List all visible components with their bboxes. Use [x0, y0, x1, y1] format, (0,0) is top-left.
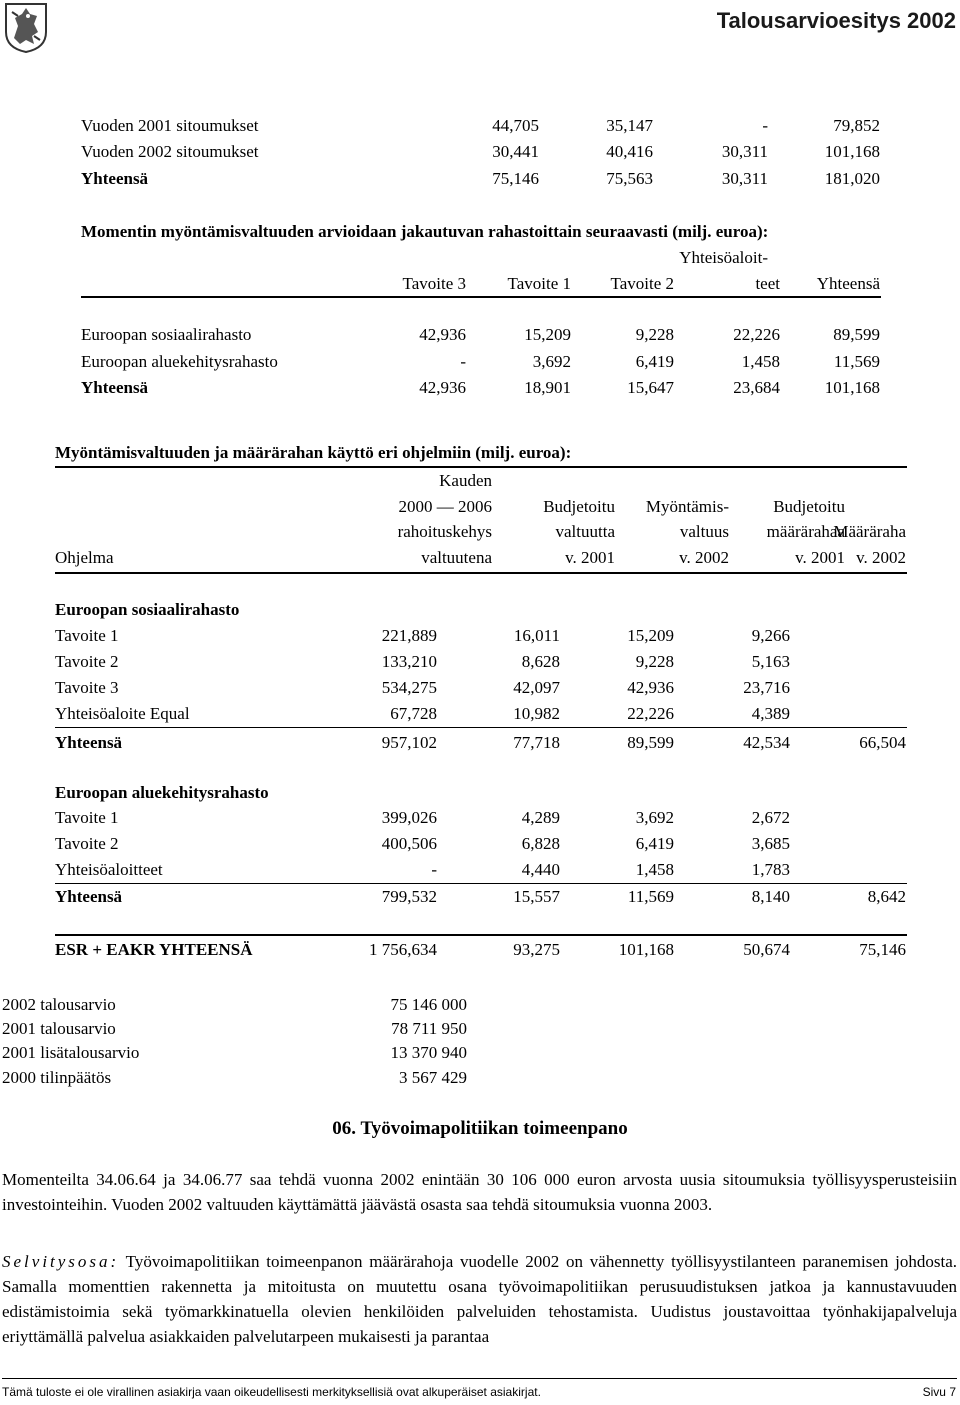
cell: 10,982 [513, 704, 560, 723]
cell: 42,936 [419, 325, 466, 344]
cell: 5,163 [751, 652, 790, 671]
cell: 42,936 [627, 678, 674, 697]
page-number: Sivu 7 [922, 1385, 956, 1399]
cell: 3,692 [635, 808, 674, 827]
column-header: v. 2001 [565, 548, 615, 567]
cell: 8,140 [751, 887, 790, 906]
table-row [55, 676, 907, 700]
cell: 30,311 [721, 142, 768, 161]
row-label: Yhteisöaloite Equal [55, 704, 190, 723]
cell: 4,289 [521, 808, 560, 827]
cell: 35,147 [606, 116, 653, 135]
cell: 93,275 [513, 940, 560, 959]
grand-total-row [55, 938, 907, 962]
cell: 8,628 [521, 652, 560, 671]
footer-divider [2, 1378, 957, 1379]
cell: 42,097 [513, 678, 560, 697]
cell: 23,716 [743, 678, 790, 697]
list-item [2, 1041, 467, 1065]
coat-of-arms-lion-icon [4, 2, 48, 54]
section-title: Euroopan sosiaalirahasto [55, 600, 240, 619]
table-row [55, 806, 907, 830]
column-header: Budjetoitu [543, 497, 615, 516]
cell: 30,441 [492, 142, 539, 161]
column-header: rahoituskehys [397, 522, 492, 541]
table-row [81, 114, 881, 138]
cell: 2,672 [751, 808, 790, 827]
cell: - [460, 352, 466, 371]
cell: 75,146 [492, 169, 539, 188]
row-label: ESR + EAKR YHTEENSÄ [55, 940, 253, 959]
column-header: Määräraha [833, 522, 906, 541]
column-header: määrärahaa [766, 522, 845, 541]
row-label: Yhteensä [55, 733, 123, 752]
cell: 75,563 [606, 169, 653, 188]
table-row [55, 702, 907, 726]
divider [55, 883, 907, 884]
column-header: valtuutena [421, 548, 492, 567]
row-label: Yhteensä [81, 169, 149, 188]
divider [55, 572, 907, 574]
column-header: v. 2001 [795, 548, 845, 567]
cell: 9,228 [635, 325, 674, 344]
cell: 6,419 [635, 352, 674, 371]
column-header: Myöntämis- [645, 497, 729, 516]
cell: 133,210 [381, 652, 437, 671]
cell: 66,504 [859, 733, 906, 752]
column-header: Yhteisöaloit- [679, 248, 768, 267]
cell: 6,828 [521, 834, 560, 853]
cell: 399,026 [381, 808, 437, 827]
cell: 15,647 [627, 378, 674, 397]
cell: 22,226 [627, 704, 674, 723]
cell: 75,146 [859, 940, 906, 959]
row-label: Yhteensä [55, 887, 123, 906]
cell: 221,889 [381, 626, 437, 645]
table-header [81, 272, 881, 296]
column-header: valtuus [679, 522, 729, 541]
cell: 15,209 [627, 626, 674, 645]
column-header: Tavoite 1 [507, 274, 571, 293]
cell: - [762, 116, 768, 135]
divider [55, 727, 907, 728]
row-label: Tavoite 3 [55, 678, 119, 697]
cell: 16,011 [513, 626, 560, 645]
cell: 3,685 [751, 834, 790, 853]
table-caption: Myöntämisvaltuuden ja määrärahan käyttö eri ohjelmiin (milj. euroa): [55, 443, 572, 462]
cell: 89,599 [833, 325, 880, 344]
cell: 101,168 [618, 940, 674, 959]
row-label: Vuoden 2001 sitoumukset [81, 116, 259, 135]
row-label: Tavoite 2 [55, 834, 119, 853]
cell: 15,209 [524, 325, 571, 344]
row-label: Euroopan sosiaalirahasto [81, 325, 252, 344]
cell: 42,534 [743, 733, 790, 752]
summary-label: 2001 lisätalousarvio [2, 1043, 140, 1062]
summary-value: 3 567 429 [399, 1068, 467, 1087]
cell: 44,705 [492, 116, 539, 135]
cell: 101,168 [824, 142, 880, 161]
cell: 9,228 [635, 652, 674, 671]
cell: 1,783 [751, 860, 790, 879]
cell: 22,226 [733, 325, 780, 344]
column-header: Tavoite 3 [402, 274, 466, 293]
column-header: Ohjelma [55, 548, 114, 567]
cell: 4,389 [751, 704, 790, 723]
table-row [81, 323, 881, 347]
row-label: Tavoite 2 [55, 652, 119, 671]
table-row [81, 350, 881, 374]
row-label: Tavoite 1 [55, 808, 119, 827]
divider [81, 296, 881, 298]
cell: 11,569 [627, 887, 674, 906]
cell: 11,569 [833, 352, 880, 371]
column-header: v. 2002 [856, 548, 906, 567]
summary-value: 78 711 950 [391, 1019, 467, 1038]
cell: 101,168 [824, 378, 880, 397]
table-total-row [81, 376, 881, 400]
column-header: v. 2002 [679, 548, 729, 567]
cell: 50,674 [743, 940, 790, 959]
list-item [2, 993, 467, 1017]
table-header [81, 246, 881, 270]
cell: 1,458 [635, 860, 674, 879]
section-heading: 06. Työvoimapolitiikan toimeenpano [332, 1118, 628, 1139]
footer-disclaimer: Tämä tuloste ei ole virallinen asiakirja vaan oikeudellisesti merkityksellisiä ovat alkuperäiset asiakirjat. [2, 1385, 541, 1399]
cell: 30,311 [721, 169, 768, 188]
cell: 18,901 [524, 378, 571, 397]
cell: 181,020 [824, 169, 880, 188]
table-total-row [55, 731, 907, 755]
row-label: Vuoden 2002 sitoumukset [81, 142, 259, 161]
paragraph-label: Selvitysosa: [2, 1252, 120, 1271]
table-total-row [81, 167, 881, 191]
summary-label: 2001 talousarvio [2, 1019, 116, 1038]
table-header [55, 546, 907, 570]
cell: 15,557 [513, 887, 560, 906]
cell: 67,728 [390, 704, 437, 723]
column-header: valtuutta [555, 522, 615, 541]
cell: 23,684 [733, 378, 780, 397]
summary-value: 75 146 000 [390, 995, 467, 1014]
table-header [55, 469, 907, 493]
summary-label: 2000 tilinpäätös [2, 1068, 112, 1087]
section-title: Euroopan aluekehitysrahasto [55, 783, 269, 802]
cell: 9,266 [751, 626, 790, 645]
cell: - [431, 860, 437, 879]
cell: 8,642 [867, 887, 906, 906]
table-header [55, 520, 907, 544]
column-header: 2000 — 2006 [398, 497, 492, 516]
list-item [2, 1017, 467, 1041]
divider [55, 934, 907, 936]
table-row [55, 650, 907, 674]
cell: 42,936 [419, 378, 466, 397]
cell: 3,692 [532, 352, 571, 371]
column-header: teet [755, 274, 780, 293]
table-row [55, 624, 907, 648]
row-label: Tavoite 1 [55, 626, 119, 645]
paragraph-text: Työvoimapolitiikan toimeenpanon määrärahoja vuodelle 2002 on vähennetty työllisyystilanteen paranemisen johdosta. Samalla momenttien rakennetta ja mitoitusta on muutettu osana työvoimapolitiikan perusuudistuksen jatkoa ja kannustavuuden edistämistoimia sekä työmarkkinatuella olevien henkilöiden palveluiden tehostamista. Uudistus joustavoittaa työnhakijapalveluja eriyttämällä palvelua asiakkaiden palvelutarpeen mukaisesti ja parantaa [2, 1252, 957, 1346]
divider [55, 466, 907, 468]
row-label: Euroopan aluekehitysrahasto [81, 352, 278, 371]
cell: 6,419 [635, 834, 674, 853]
cell: 89,599 [627, 733, 674, 752]
cell: 1,458 [741, 352, 780, 371]
column-header: Kauden [439, 471, 492, 490]
table-row [55, 858, 907, 882]
cell: 4,440 [521, 860, 560, 879]
cell: 534,275 [381, 678, 437, 697]
summary-label: 2002 talousarvio [2, 995, 116, 1014]
row-label: Yhteensä [81, 378, 149, 397]
paragraph [2, 1249, 957, 1349]
list-item [2, 1066, 467, 1090]
table-caption: Momentin myöntämisvaltuuden arvioidaan jakautuvan rahastoittain seuraavasti (milj. euroa): [81, 222, 769, 241]
column-header: Budjetoitu [773, 497, 845, 516]
summary-value: 13 370 940 [390, 1043, 467, 1062]
table-header [55, 495, 907, 519]
column-header: Tavoite 2 [610, 274, 674, 293]
table-row [81, 140, 881, 164]
cell: 400,506 [381, 834, 437, 853]
cell: 957,102 [381, 733, 437, 752]
cell: 40,416 [606, 142, 653, 161]
paragraph: Momenteilta 34.06.64 ja 34.06.77 saa tehdä vuonna 2002 enintään 30 106 000 euron arvosta uusia sitoumuksia työllisyysperusteisiin investointeihin. Vuoden 2002 valtuuden käyttämättä jäävästä osasta saa tehdä sitoumuksia vuonna 2003. [2, 1170, 957, 1214]
cell: 77,718 [513, 733, 560, 752]
cell: 79,852 [833, 116, 880, 135]
table-total-row [55, 885, 907, 909]
cell: 799,532 [381, 887, 437, 906]
document-title: Talousarvioesitys 2002 [716, 8, 956, 33]
column-header: Yhteensä [816, 274, 880, 293]
row-label: Yhteisöaloitteet [55, 860, 163, 879]
table-row [55, 832, 907, 856]
cell: 1 756,634 [369, 940, 437, 959]
